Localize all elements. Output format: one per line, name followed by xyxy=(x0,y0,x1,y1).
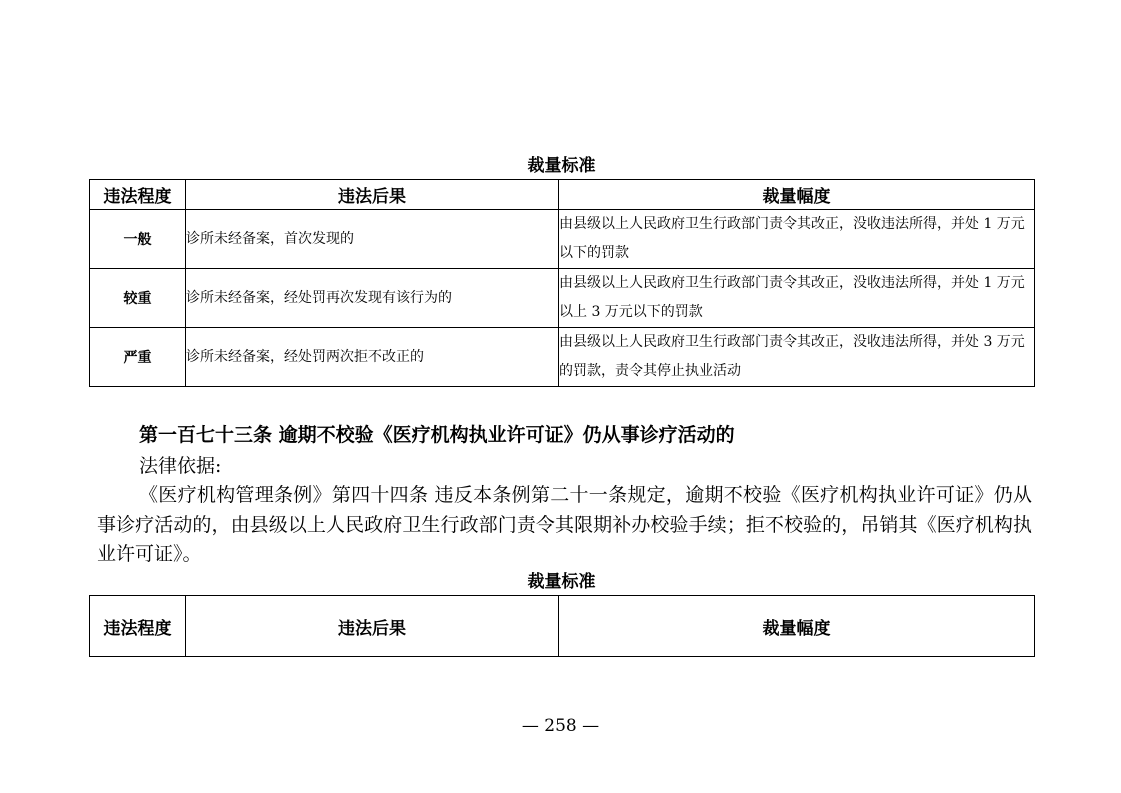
header-range: 裁量幅度 xyxy=(559,596,1035,657)
row-consequence: 诊所未经备案，首次发现的 xyxy=(186,210,559,269)
legal-basis-text: 《医疗机构管理条例》第四十四条 违反本条例第二十一条规定，逾期不校验《医疗机构执业许可证》仍从事诊疗活动的，由县级以上人民政府卫生行政部门责令其限期补办校验手续；拒不校验的，吊销其《医疗机构执业许可证》。 xyxy=(97,484,1032,565)
article-title: 第一百七十三条 逾期不校验《医疗机构执业许可证》仍从事诊疗活动的 xyxy=(139,424,735,446)
row-consequence: 诊所未经备案，经处罚两次拒不改正的 xyxy=(186,328,559,387)
header-level: 违法程度 xyxy=(90,180,186,210)
header-consequence: 违法后果 xyxy=(186,596,559,657)
discretion-table-1 xyxy=(89,179,1035,387)
row-range: 由县级以上人民政府卫生行政部门责令其改正，没收违法所得，并处 3 万元的罚款，责令其停止执业活动 xyxy=(559,328,1035,387)
table-row xyxy=(90,269,1035,328)
row-consequence: 诊所未经备案，经处罚再次发现有该行为的 xyxy=(186,269,559,328)
row-level: 一般 xyxy=(90,210,186,269)
table-row xyxy=(90,328,1035,387)
table-row xyxy=(90,210,1035,269)
row-level: 较重 xyxy=(90,269,186,328)
page-number: — 258 — xyxy=(521,716,600,736)
header-range: 裁量幅度 xyxy=(559,180,1035,210)
row-level: 严重 xyxy=(90,328,186,387)
table2-caption: 裁量标准 xyxy=(527,572,596,592)
discretion-table-2 xyxy=(89,595,1035,657)
header-level: 违法程度 xyxy=(90,596,186,657)
legal-basis-label: 法律依据: xyxy=(139,455,222,477)
row-range: 由县级以上人民政府卫生行政部门责令其改正，没收违法所得，并处 1 万元以下的罚款 xyxy=(559,210,1035,269)
table1-header-row xyxy=(90,180,1035,210)
row-range: 由县级以上人民政府卫生行政部门责令其改正，没收违法所得，并处 1 万元以上 3 万元以下的罚款 xyxy=(559,269,1035,328)
header-consequence: 违法后果 xyxy=(186,180,559,210)
table1-caption: 裁量标准 xyxy=(527,156,596,176)
table2-header-row xyxy=(90,596,1035,657)
